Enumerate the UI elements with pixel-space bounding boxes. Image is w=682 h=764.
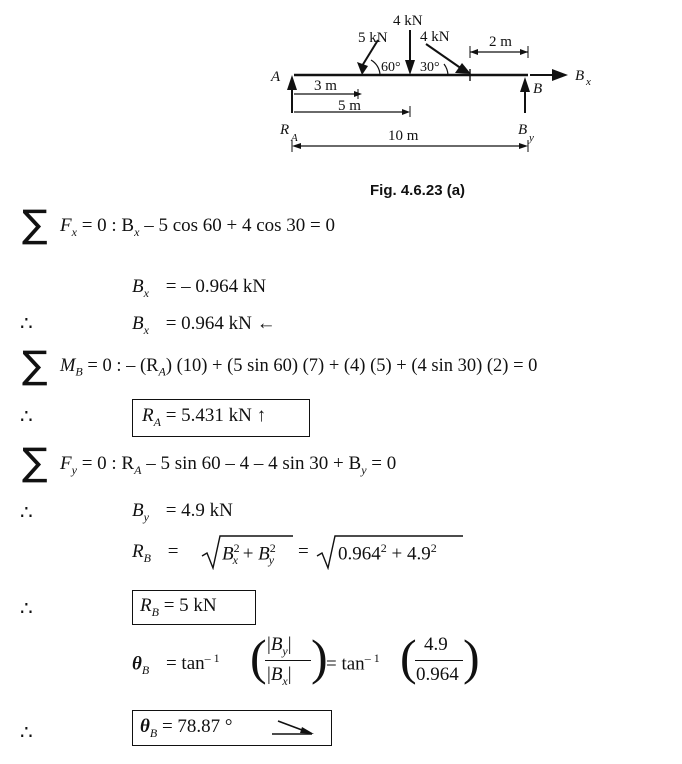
eq-theta-inv-2: – 1 [364, 651, 380, 665]
eq-rb-sub: B [143, 550, 151, 565]
equation-bx-positive [132, 313, 276, 338]
equation-rb [132, 541, 178, 566]
eq-fx-part-b: – 5 cos 60 + 4 cos 30 = 0 [139, 215, 336, 236]
point-label-b: B [533, 81, 543, 97]
sqrt1-by-sub: y [268, 553, 275, 568]
paren-left-2: ( [400, 629, 417, 685]
eq-mb-part-b: = 0 : – (R [82, 356, 159, 376]
load-label-4kn-vertical: 4 kN [393, 13, 423, 29]
eq-by-lhs: B [132, 500, 144, 521]
eq-fx-sub: x [71, 224, 77, 239]
result-rb-value: = 5 kN [158, 595, 217, 616]
result-ra-symbol: R [142, 405, 154, 426]
eq-rb-mid-equals: = [298, 541, 309, 562]
eq-theta-tan-2 [326, 651, 380, 675]
eq-theta-inv-1: – 1 [204, 651, 220, 665]
result-rb-sub: B [151, 604, 159, 619]
eq-fy-part-c: – 5 sin 60 – 4 – 4 sin 30 + B [141, 453, 362, 474]
eq-fx-bx-sub: x [134, 224, 140, 239]
eq-bx1-rhs: = – 0.964 kN [165, 276, 267, 297]
sqrt1-by-sq: 2 [269, 541, 276, 555]
frac2-bar [415, 660, 463, 661]
beam-figure [0, 0, 682, 200]
reaction-label-ra: R [280, 122, 290, 138]
equation-bx-negative [132, 276, 266, 301]
reaction-label-bx-sub: x [586, 76, 591, 88]
frac1-bar [265, 660, 311, 661]
eq-fx-symbol: F [60, 215, 72, 236]
sigma-symbol-fy: ∑ [22, 440, 48, 484]
dim-arrow-5m [402, 109, 410, 115]
sigma-symbol-fx: ∑ [22, 202, 48, 246]
therefore-symbol-2: ∴ [20, 406, 33, 428]
sqrt1-bx-sub: x [232, 553, 238, 568]
figure-caption: Fig. 4.6.23 (a) [370, 182, 466, 199]
eq-fy-sub: y [71, 462, 77, 477]
dim-arrow-10m-right [519, 143, 528, 149]
result-rb-symbol: R [140, 595, 152, 616]
result-ra [142, 405, 266, 430]
frac1-den: $|B_x|$ [267, 664, 292, 688]
dim-arrow-2m-left [470, 49, 478, 55]
sqrt2-val-b: + 4.9 [386, 543, 431, 565]
direction-arrow-icon [268, 718, 318, 740]
equation-sum-fy [60, 453, 396, 478]
eq-by-rhs: = 4.9 kN [165, 500, 233, 521]
dim-label-2m: 2 m [489, 34, 512, 50]
equation-theta: $\theta_B = \tan^{- 1}$ [132, 651, 220, 678]
paren-right-2: ) [463, 629, 480, 685]
therefore-symbol-1: ∴ [20, 313, 33, 335]
result-ra-sub: A [153, 414, 161, 429]
eq-by-sub: y [143, 509, 149, 524]
eq-fy-symbol: F [60, 453, 72, 474]
result-theta: $\theta_B = 78.87$ ° [140, 716, 233, 740]
sigma-symbol-mb: ∑ [22, 343, 48, 387]
eq-theta-tan-1: = tan [165, 653, 205, 675]
eq-bx1-sub: x [143, 285, 149, 300]
eq-fy-by-sub: y [361, 462, 367, 477]
frac1-num-sub: y [282, 643, 288, 658]
sqrt2-sq-a: 2 [380, 541, 387, 555]
reaction-label-by: B [518, 122, 528, 138]
frac1-den-sub: x [282, 673, 288, 688]
reaction-a-arrowhead [287, 75, 297, 90]
frac2-num: 4.9 [424, 634, 448, 655]
therefore-symbol-5: ∴ [20, 722, 33, 744]
angle-arc-60 [371, 60, 380, 75]
load-label-4kn-inclined: 4 kN [420, 29, 450, 45]
result-theta-value: = 78.87 ° [157, 716, 233, 737]
dim-arrow-2m-right [520, 49, 528, 55]
point-label-a: A [271, 69, 281, 85]
equation-sum-mb [60, 356, 537, 380]
sqrt1-by: B [258, 543, 270, 565]
eq-fy-part-d: = 0 [366, 453, 397, 474]
eq-rb-lhs: R [132, 541, 144, 562]
eq-mb-ra-sub: A [158, 364, 166, 379]
sqrt2-sq-b: 2 [430, 541, 437, 555]
sqrt-content-1: $B^2_x + B^2_y$ [222, 541, 276, 568]
angle-label-30: 30° [420, 60, 440, 75]
reaction-label-ra-sub: A [291, 132, 298, 144]
reaction-bx-arrowhead [552, 69, 568, 81]
load-label-5kn: 5 kN [358, 30, 388, 46]
eq-rb-equals: = [167, 541, 179, 562]
eq-bx2-rhs: = 0.964 kN ← [165, 313, 276, 334]
eq-bx1-lhs: B [132, 276, 144, 297]
dim-label-3m: 3 m [314, 78, 337, 94]
eq-fy-ra-sub: A [134, 462, 142, 477]
angle-arc-30 [444, 64, 448, 75]
sqrt1-bx-sq: 2 [233, 541, 240, 555]
eq-fx-part-a: = 0 : B [76, 215, 135, 236]
dim-label-10m: 10 m [388, 128, 419, 144]
therefore-symbol-4: ∴ [20, 598, 33, 620]
sqrt1-bx: B [222, 543, 234, 565]
result-rb [140, 595, 217, 620]
eq-theta-tan-2-text: = tan [326, 653, 365, 675]
result-ra-value: = 5.431 kN ↑ [160, 405, 267, 426]
frac1-num: $|B_y|$ [267, 634, 292, 658]
reaction-by-arrowhead [520, 77, 530, 92]
therefore-symbol-3: ∴ [20, 502, 33, 524]
eq-bx2-lhs: B [132, 313, 144, 334]
paren-left-1: ( [250, 629, 267, 685]
equation-sum-fx [60, 215, 335, 240]
dim-label-5m: 5 m [338, 98, 361, 114]
frac1-num-b: B [270, 634, 283, 655]
reaction-label-bx: B [575, 68, 585, 84]
load-4kn-vertical-arrowhead [405, 60, 415, 75]
sqrt-content-2 [338, 541, 437, 565]
eq-theta-sub: B [141, 663, 150, 678]
eq-mb-symbol: M [60, 356, 76, 376]
paren-right-1: ) [311, 629, 328, 685]
eq-mb-part-c: ) (10) + (5 sin 60) (7) + (4) (5) + (4 sin 30) (2) = 0 [165, 356, 538, 376]
frac2-den: 0.964 [416, 664, 459, 685]
frac1-den-b: B [270, 664, 283, 685]
eq-mb-sub: B [75, 364, 83, 379]
sqrt2-val-a: 0.964 [338, 543, 381, 565]
eq-bx2-sub: x [143, 322, 149, 337]
eq-fy-part-b: = 0 : R [76, 453, 135, 474]
reaction-label-by-sub: y [529, 132, 534, 144]
angle-label-60: 60° [381, 60, 401, 75]
result-theta-sub: B [149, 725, 158, 740]
equation-by [132, 500, 233, 525]
